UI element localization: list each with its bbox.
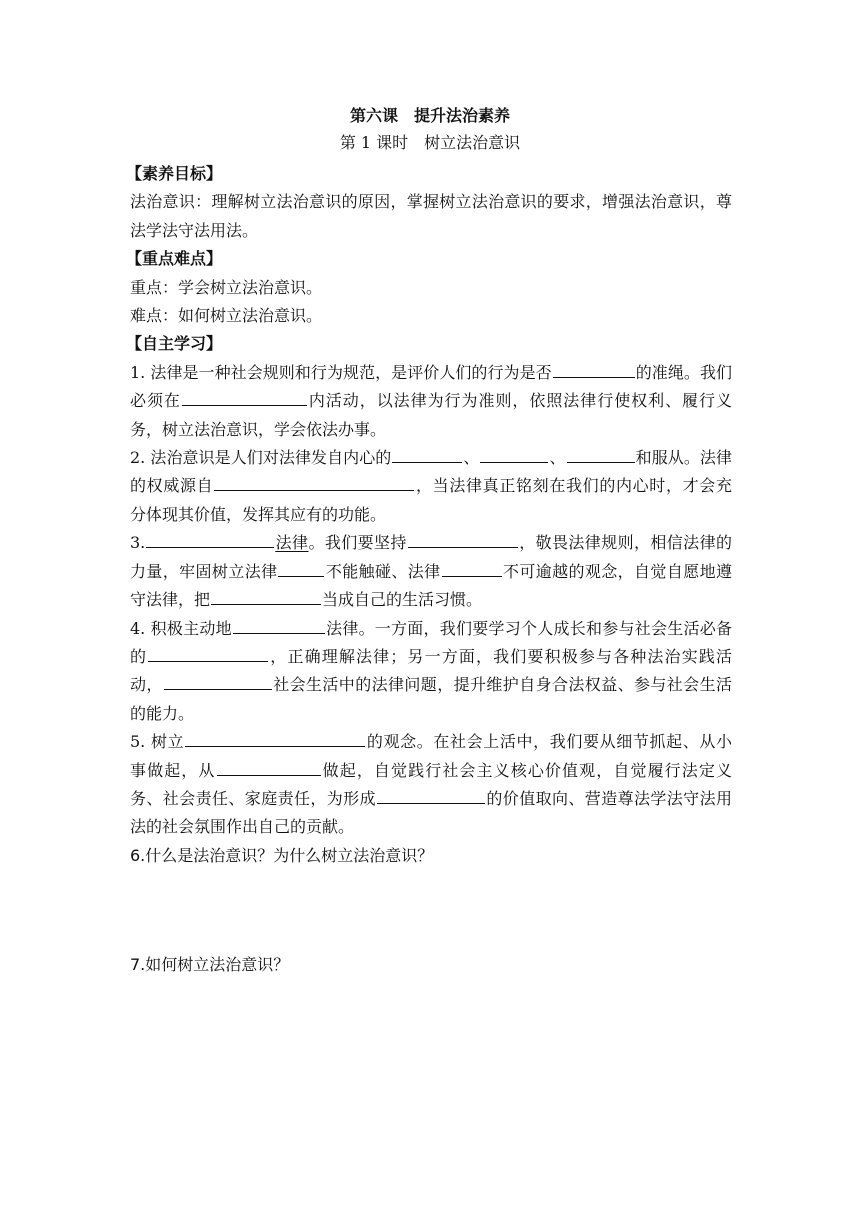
q3-text-g: 当成自己的生活习惯。 [322, 590, 483, 610]
answer-blank[interactable] [182, 388, 307, 406]
q3-text-b: 法律 [275, 533, 309, 553]
answer-blank[interactable] [392, 445, 462, 463]
key-points-heading: 【重点难点】 [126, 249, 223, 269]
lesson-subtitle: 第 1 课时 树立法治意识 [339, 133, 521, 152]
question-2 [130, 444, 732, 529]
key-point: 重点：学会树立法治意识。 [130, 277, 323, 297]
q1-text-b: 的准绳。我们必须在 [130, 362, 732, 411]
question-4 [130, 615, 732, 729]
q5-text-d: 的价值取向、营造尊法学法守法用法的社会氛围作出自己的贡献。 [130, 788, 732, 837]
q4-text-a: 4. 积极主动地 [130, 618, 232, 638]
worksheet-content [126, 160, 732, 1150]
self-study-heading: 【自主学习】 [126, 334, 223, 354]
answer-blank[interactable] [164, 672, 272, 690]
lesson-title: 第六课 提升法治素养 [349, 106, 510, 125]
answer-space-6[interactable] [130, 870, 732, 951]
answer-blank[interactable] [148, 644, 268, 662]
q2-text-c: 、 [549, 448, 566, 468]
answer-blank[interactable] [480, 445, 548, 463]
q2-text-a: 2. 法治意识是人们对法律发自内心的 [130, 448, 392, 468]
q5-text-c: 做起，自觉践行社会主义核心价值观，自觉履行法定义务、社会责任、家庭责任，为形成 [130, 760, 732, 808]
answer-blank[interactable] [217, 758, 321, 776]
answer-blank[interactable] [408, 530, 518, 548]
q5-text-a: 5. 树立 [130, 732, 185, 752]
q5-text-b: 的观念。在社会上活中，我们要从细节抓起、从小事做起，从 [130, 732, 732, 780]
question-1 [130, 359, 732, 444]
difficult-point: 难点：如何树立法治意识。 [130, 306, 323, 326]
answer-blank[interactable] [214, 473, 414, 491]
q3-text-f: 不可逾越的观念，自觉自愿地遵守法律，把 [130, 561, 732, 610]
q3-text-e: 不能触碰、法律 [325, 561, 441, 581]
question-5 [130, 728, 732, 842]
q2-text-b: 、 [463, 448, 480, 468]
answer-blank[interactable] [278, 559, 324, 577]
answer-blank[interactable] [211, 587, 321, 605]
q4-text-d: 社会生活中的法律问题，提升维护自身合法权益、参与社会生活的能力。 [130, 675, 732, 723]
answer-blank[interactable] [185, 729, 365, 747]
q4-text-c: ，正确理解法律；另一方面，我们要积极参与各种法治实践活动， [130, 646, 732, 695]
q1-text-a: 1. 法律是一种社会规则和行为规范，是评价人们的行为是否 [130, 362, 552, 382]
q3-text-c: 。我们要坚持 [308, 533, 407, 553]
question-7: 7.如何树立法治意识？ [130, 955, 290, 975]
answer-blank[interactable] [146, 530, 274, 548]
answer-space-7[interactable] [130, 980, 732, 1150]
question-3 [130, 529, 732, 614]
question-6: 6.什么是法治意识？为什么树立法治意识？ [130, 845, 434, 865]
answer-blank[interactable] [377, 786, 485, 804]
answer-blank[interactable] [567, 445, 635, 463]
answer-blank[interactable] [553, 360, 635, 378]
q3-text-a: 3. [130, 533, 146, 553]
q2-text-e: ，当法律真正铭刻在我们的内心时，才会充分体现其价值，发挥其应有的功能。 [130, 476, 732, 524]
q3-text-d: ，敬畏法律规则，相信法律的力量，牢固树立法律 [130, 533, 732, 581]
answer-blank[interactable] [233, 616, 325, 634]
goals-text: 法治意识：理解树立法治意识的原因，掌握树立法治意识的要求，增强法治意识，尊法学法守法用法。 [130, 192, 732, 240]
q2-text-d: 和服从。法律的权威源自 [130, 448, 732, 496]
goals-heading: 【素养目标】 [126, 164, 223, 183]
q4-text-b: 法律。一方面，我们要学习个人成长和参与社会生活必备的 [130, 618, 732, 666]
q1-text-c: 内活动，以法律为行为准则，依照法律行使权利、履行义务，树立法治意识，学会依法办事。 [130, 391, 732, 439]
answer-blank[interactable] [442, 559, 502, 577]
